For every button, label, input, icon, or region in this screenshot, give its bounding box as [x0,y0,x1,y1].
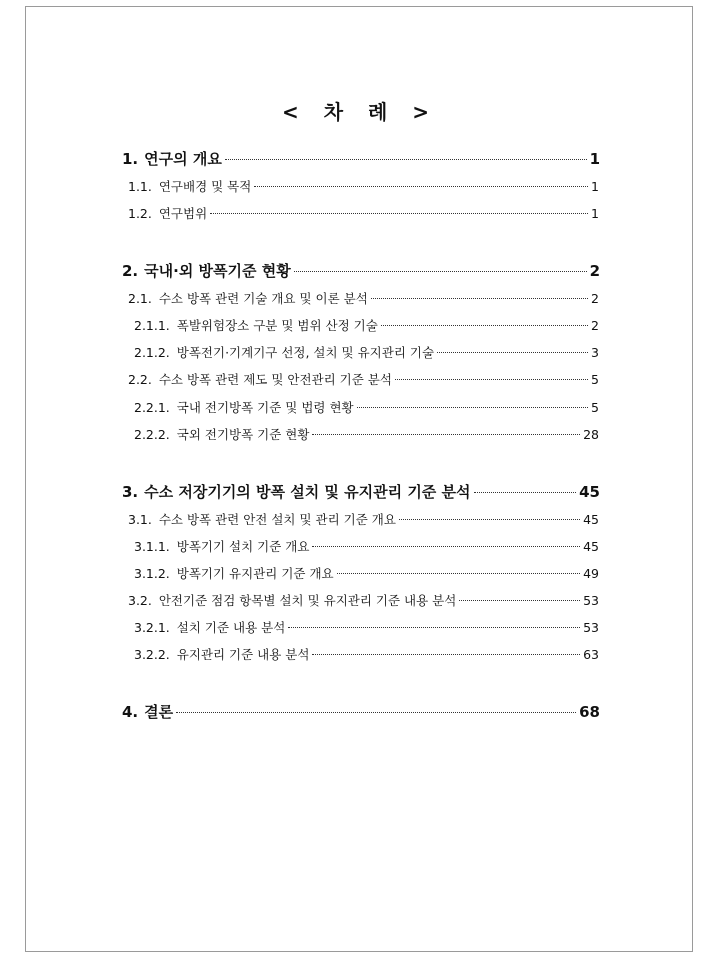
toc-number: 2.2.1. [134,400,170,415]
toc-page-number: 28 [583,427,599,442]
dot-leader [254,186,588,187]
toc-number: 2.1. [128,291,152,306]
toc-entry-2-1[interactable] [128,287,599,311]
toc-title: 국내 전기방폭 기준 및 법령 현황 [176,400,354,415]
dot-leader [312,434,580,435]
toc-page-number: 53 [583,593,599,608]
toc-page-number: 2 [591,291,599,306]
toc-page-number: 5 [591,372,599,387]
dot-leader [210,213,588,214]
toc-page-number: 45 [583,539,599,554]
toc-title: 수소 방폭 관련 기술 개요 및 이론 분석 [158,291,368,306]
toc-heading: < 차 례 > [281,100,439,124]
toc-entry-2-2-1[interactable] [134,396,599,420]
toc-title: 방폭기기 유지관리 기준 개요 [176,566,334,581]
toc-title: 수소 방폭 관련 제도 및 안전관리 기준 분석 [158,372,392,387]
toc-number: 3.2.1. [134,620,170,635]
toc-number: 3. [122,483,139,501]
toc-number: 2.1.2. [134,345,170,360]
dot-leader [337,573,580,574]
toc-page-number: 3 [591,345,599,360]
dot-leader [437,352,588,353]
toc-entry-2-1-1[interactable] [134,314,599,338]
toc-number: 2.2. [128,372,152,387]
toc-title: 연구배경 및 목적 [158,179,252,194]
toc-page-number: 1 [589,150,600,168]
toc-entry-2-2-2[interactable] [134,423,599,447]
toc-title: 결론 [144,703,174,721]
dot-leader [357,407,588,408]
toc-title: 방폭기기 설치 기준 개요 [176,539,310,554]
toc-page-number: 68 [579,703,600,721]
toc-entry-4[interactable] [122,700,600,724]
toc-entry-3-1-2[interactable] [134,562,599,586]
toc-title: 폭발위험장소 구분 및 범위 산정 기술 [176,318,378,333]
dot-leader [225,159,587,160]
dot-leader [459,600,580,601]
dot-leader [395,379,588,380]
toc-number: 2. [122,262,139,280]
toc-page-number: 49 [583,566,599,581]
dot-leader [312,654,580,655]
dot-leader [176,712,576,713]
toc-page-number: 63 [583,647,599,662]
toc-page-number: 45 [579,483,600,501]
toc-number: 3.1. [128,512,152,527]
dot-leader [294,271,587,272]
toc-number: 2.1.1. [134,318,170,333]
toc-entry-1-2[interactable] [128,202,599,226]
toc-title: 연구의 개요 [144,150,222,168]
toc-title: 안전기준 점검 항목별 설치 및 유지관리 기준 내용 분석 [158,593,457,608]
toc-page-number: 1 [591,179,599,194]
toc-title: 수소 저장기기의 방폭 설치 및 유지관리 기준 분석 [144,483,471,501]
toc-entry-1-1[interactable] [128,175,599,199]
dot-leader [371,298,588,299]
toc-number: 3.1.2. [134,566,170,581]
toc-number: 4. [122,703,139,721]
toc-title: 설치 기준 내용 분석 [176,620,286,635]
toc-title: 국외 전기방폭 기준 현황 [176,427,310,442]
dot-leader [474,492,577,493]
toc-page-number: 2 [591,318,599,333]
toc-page-number: 45 [583,512,599,527]
toc-entry-2[interactable] [122,259,600,283]
toc-number: 3.2. [128,593,152,608]
toc-entry-2-1-2[interactable] [134,341,599,365]
toc-title: 방폭전기·기계기구 선정, 설치 및 유지관리 기술 [176,345,435,360]
dot-leader [312,546,580,547]
toc-number: 1.2. [128,206,152,221]
toc-page-number: 5 [591,400,599,415]
toc-entry-3[interactable] [122,480,600,504]
toc-entry-1[interactable] [122,147,600,171]
toc-title: 수소 방폭 관련 안전 설치 및 관리 기준 개요 [158,512,396,527]
dot-leader [399,519,580,520]
dot-leader [381,325,588,326]
toc-page-number: 1 [591,206,599,221]
toc-number: 2.2.2. [134,427,170,442]
toc-title: 연구범위 [158,206,208,221]
toc-entry-3-2-2[interactable] [134,643,599,667]
toc-title: 유지관리 기준 내용 분석 [176,647,310,662]
toc-title: 국내·외 방폭기준 현황 [144,262,291,280]
toc-page-number: 53 [583,620,599,635]
toc-page-number: 2 [589,262,600,280]
toc-number: 3.1.1. [134,539,170,554]
toc-entry-2-2[interactable] [128,368,599,392]
toc-number: 3.2.2. [134,647,170,662]
toc-entry-3-1-1[interactable] [134,535,599,559]
toc-entry-3-1[interactable] [128,508,599,532]
toc-entry-3-2-1[interactable] [134,616,599,640]
toc-entry-3-2[interactable] [128,589,599,613]
toc-number: 1.1. [128,179,152,194]
toc-number: 1. [122,150,139,168]
dot-leader [288,627,580,628]
